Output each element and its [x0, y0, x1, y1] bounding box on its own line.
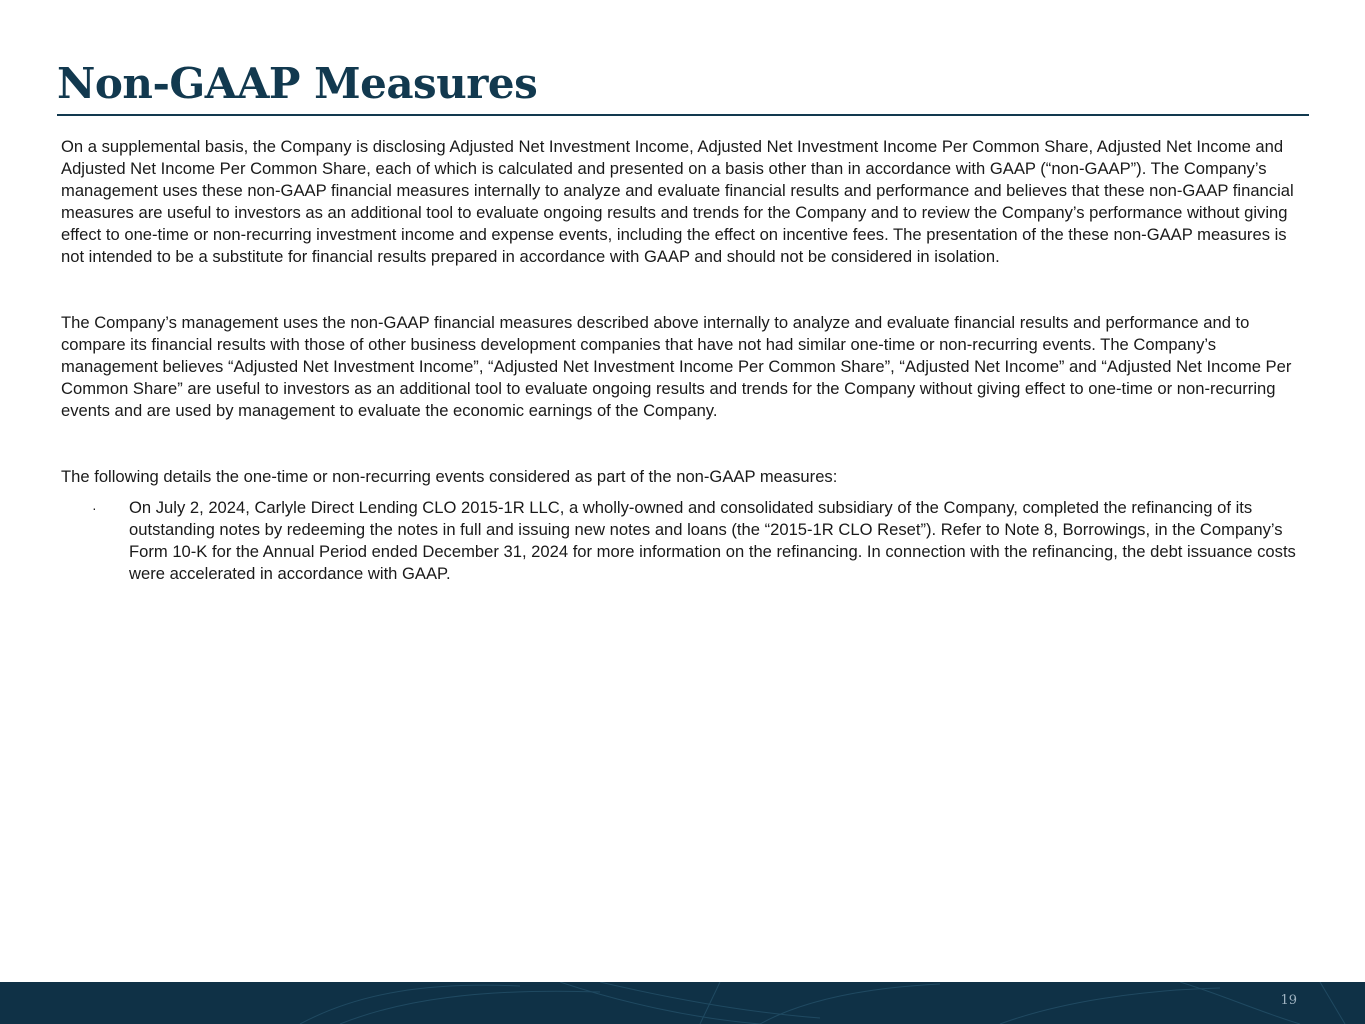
- title-divider: [57, 114, 1309, 116]
- page-number: 19: [1280, 993, 1297, 1008]
- footer-bar: [0, 982, 1365, 1024]
- page-title: Non-GAAP Measures: [57, 59, 538, 108]
- paragraph-management-uses: The Company’s management uses the non-GAAP financial measures described above internally to analyze and evaluate financial results and performance and to compare its financial results with those of other business development companies that have not had similar one-time or non-recurring events. The Company’s management believes “Adjusted Net Investment Income”, “Adjusted Net Investment Income Per Common Share”, “Adjusted Net Income” and “Adjusted Net Income Per Common Share” are useful to investors as an additional tool to evaluate ongoing results and trends for the Company without giving effect to one-time or non-recurring events and are used by management to evaluate the economic earnings of the Company.: [61, 313, 1292, 420]
- paragraph-following-details: The following details the one-time or non-recurring events considered as part of the non-GAAP measures:: [61, 467, 838, 486]
- bullet-icon: ·: [92, 500, 97, 516]
- list-item: [92, 497, 1313, 585]
- body-text: [61, 136, 1313, 585]
- paragraph-supplemental-basis: On a supplemental basis, the Company is disclosing Adjusted Net Investment Income, Adjusted Net Investment Income Per Common Share, Adjusted Net Income and Adjusted Net Income Per Common Share, each of which is calculated and presented on a basis other than in accordance with GAAP (“non-GAAP”). The Company’s management uses these non-GAAP financial measures internally to analyze and evaluate financial results and performance and believes that these non-GAAP financial measures are useful to investors as an additional tool to evaluate ongoing results and trends for the Company and to review the Company’s performance without giving effect to one-time or non-recurring investment income and expense events, including the effect on incentive fees. The presentation of the these non-GAAP measures is not intended to be a substitute for financial results prepared in accordance with GAAP and should not be considered in isolation.: [61, 137, 1294, 266]
- footer-decorative-curves: [0, 982, 1365, 1024]
- bullet-list: [61, 497, 1313, 585]
- list-item-text: On July 2, 2024, Carlyle Direct Lending CLO 2015-1R LLC, a wholly-owned and consolidated subsidiary of the Company, completed the refinancing of its outstanding notes by redeeming the notes in full and issuing new notes and loans (the “2015-1R CLO Reset”). Refer to Note 8, Borrowings, in the Company’s Form 10-K for the Annual Period ended December 31, 2024 for more information on the refinancing. In connection with the refinancing, the debt issuance costs were accelerated in accordance with GAAP.: [129, 498, 1296, 583]
